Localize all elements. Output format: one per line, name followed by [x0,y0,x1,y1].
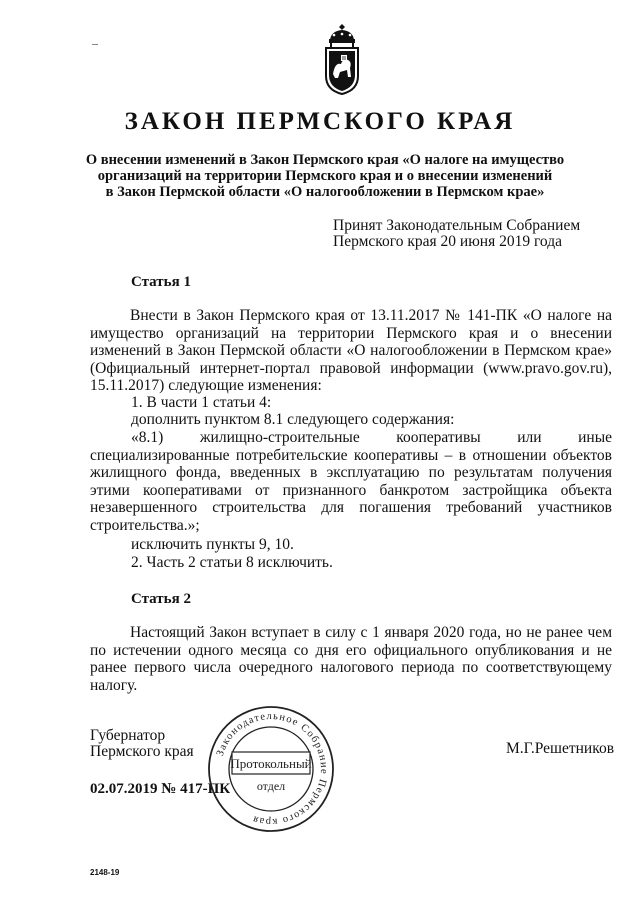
official-stamp [206,704,336,834]
article-1-item-1: 1. В части 1 статьи 4: [131,394,272,411]
coat-of-arms-icon [321,22,363,96]
article-1-item-8-1: «8.1) жилищно-строительные кооперативы или иные специализированные потребительские кооперативы – в отношении объектов жилищного фонда, введенных в эксплуатацию по результатам получения этими кооперативами от признанного банкротом застройщика объекта незавершенного строительства для погашения требований участников строительства.»; [90,429,612,534]
stamp-inner-line-1: Протокольный [230,756,312,771]
document-title: ЗАКОН ПЕРМСКОГО КРАЯ [124,108,516,135]
governor-name: М.Г.Решетников [506,740,615,757]
article-1-intro: Внести в Закон Пермского края от 13.11.2017 № 141-ПК «О налоге на имущество организаций на территории Пермского края и о внесении изменений в Закон Пермской области «О налогообложении в Пермском крае» (Официальный интернет-портал правовой информации (www.pravo.gov.ru), 15.11.2017) следующие изменения: [90,307,612,394]
subtitle-line: в Закон Пермской области «О налогообложении в Пермском крае» [105,184,545,200]
article-2-heading: Статья 2 [131,591,191,607]
governor-line: Губернатор [90,727,166,744]
governor-line: Пермского края [90,743,194,760]
adoption-line: Пермского края 20 июня 2019 года [333,233,562,250]
article-1-heading: Статья 1 [131,274,191,290]
subtitle-line: О внесении изменений в Закон Пермского края «О налоге на имущество [85,152,565,168]
stamp-ring-text: Законодательное Собрание Пермского края [214,710,330,828]
scan-mark [92,44,98,45]
article-2-text: Настоящий Закон вступает в силу с 1 января 2020 года, но не ранее чем по истечении одного месяца со дня его официального опубликования и не ранее первого числа очередного налогового периода по соответствующему налогу. [90,624,612,694]
article-1-item-2: 2. Часть 2 статьи 8 исключить. [131,554,333,571]
article-1-item-1-a: дополнить пунктом 8.1 следующего содержания: [131,411,455,428]
adoption-note [333,218,623,250]
document-subtitle [60,152,590,200]
article-1-item-1-b: исключить пункты 9, 10. [131,536,294,553]
subtitle-line: организаций на территории Пермского края и о внесении изменений [97,168,553,184]
document-code: 2148-19 [90,868,120,877]
date-and-number: 02.07.2019 № 417-ПК [90,781,231,797]
governor-title [90,728,194,760]
stamp-inner-line-2: отдел [256,779,286,793]
adoption-line: Принят Законодательным Собранием [333,217,581,234]
